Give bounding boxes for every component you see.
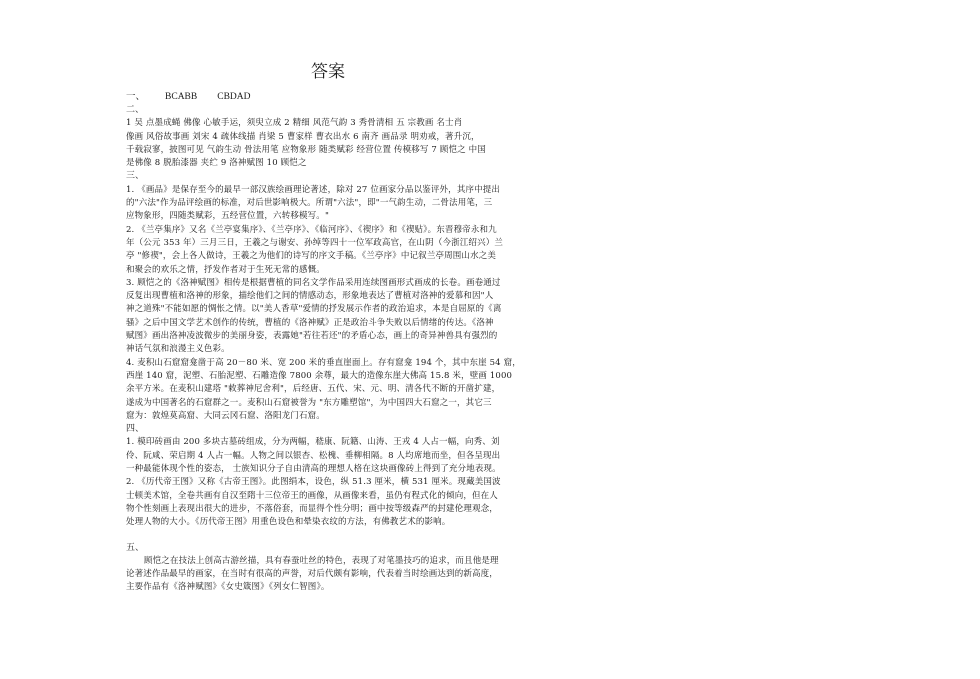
- part2-body: [126, 117, 530, 170]
- part3-line: 遂成为中国著名的石窟群之一。麦积山石窟被誉为 "东方雕塑馆"，为中国四大石窟之一，其它三: [126, 397, 492, 408]
- part3-line: 余平方米。在麦积山建塔 "敕葬神尼舍利"，后经唐、五代、宋、元、明、清各代不断的开凿扩建，: [126, 384, 501, 395]
- part3-line: 神话气氛和浪漫主义色彩。: [126, 344, 230, 355]
- part3-line: 神之道殊"不能如愿的惆怅之情。以"美人香草"爱情的抒发展示作者的政治追求，本是自屈原的《离: [126, 304, 502, 315]
- part3-body: [126, 184, 530, 423]
- part1-answers-b: CBDAD: [217, 92, 251, 102]
- part2-line: 千载寂寥，披图可见 气韵生动 骨法用笔 应物象形 随类赋彩 经营位置 传模移写 7 顾恺之 中国: [126, 144, 486, 155]
- part2-heading: 二、: [126, 105, 145, 115]
- part4-body: [126, 436, 530, 529]
- part3-line: 3. 顾恺之的《洛神赋图》相传是根据曹植的同名文学作品采用连续图画形式画成的长卷。画卷通过: [126, 277, 501, 288]
- part4-line: 士顿美术馆，全卷共画有自汉至隋十三位帝王的画像，从画像来看，虽仍有程式化的倾向，但在人: [126, 490, 498, 501]
- part4-line: 2. 《历代帝王图》又称《古帝王图》。此图绢本，设色，纵 51.3 厘米，横 531 厘米。现藏美国波: [126, 477, 501, 488]
- part3-line: 骚》之后中国文学艺术创作的传统，曹植的《洛神赋》正是政治斗争失败以后情绪的传达。《洛神: [126, 317, 494, 328]
- part3-heading: 三、: [126, 171, 145, 182]
- part5-heading: 五、: [126, 542, 145, 553]
- part1-answers-a: BCABB: [165, 92, 198, 102]
- part3-line: 应物象形，四随类赋彩，五经营位置，六转移模写。": [126, 211, 330, 222]
- part3-line: 赋图》画出洛神凌波微步的美丽身姿，表露她"若往若还"的矛盾心态，画上的奇异神兽具有强烈的: [126, 331, 498, 342]
- part4-line: 物个性刻画上表现出很大的进步，不落俗套，而显得个性分明；画中按等级森严的封建伦理观念，: [126, 503, 498, 514]
- part4-line: 伶、阮咸、荣启期 4 人占一幅。人物之间以银杏、松槐、垂柳相隔。8 人均席地而坐，但各呈现出: [126, 450, 501, 461]
- part5-line: 主要作品有《洛神赋图》《女史箴图》《列女仁智图》。: [126, 582, 330, 593]
- part3-line: 反复出现曹植和洛神的形象，描绘他们之间的情感动态，形象地表达了曹植对洛神的爱慕和因"人: [126, 291, 494, 302]
- part1-answers: [126, 90, 530, 104]
- part4-heading: 四、: [126, 424, 145, 435]
- page-title: 答案: [311, 62, 345, 82]
- part3-line: 4. 麦积山石窟窟龛凿于高 20－80 米、宽 200 米的垂直崖面上。存有窟龛 194 个，其中东崖 54 窟，: [126, 357, 521, 368]
- part1-heading: 一、: [126, 92, 146, 102]
- part5-body: [126, 555, 530, 595]
- part2-line: 像画 风俗故事画 刘宋 4 疏体线描 肖梁 5 曹家样 曹衣出水 6 南齐 画品录 明劝戒，著升沉，: [126, 131, 480, 142]
- section-spacer: [126, 530, 530, 542]
- part4-line: 1. 模印砖画由 200 多块古墓砖组成，分为两幅，嵇康、阮籍、山涛、王戎 4 人占一幅，向秀、刘: [126, 437, 500, 448]
- part3-line: 1. 《画品》是保存至今的最早一部汉族绘画理论著述，除对 27 位画家分品以鉴评外，其序中提出: [126, 184, 501, 195]
- part3-line: 的"六法"作为品评绘画的标准，对后世影响极大。所谓"六法"，即"一气韵生动，二骨法用笔，三: [126, 198, 493, 209]
- part3-line: 2. 《兰亭集序》又名《兰亭宴集序》、《兰亭序》、《临河序》、《禊序》和《禊贴》。东晋穆帝永和九: [126, 224, 497, 235]
- part2-line: 是佛像 8 脱胎漆器 夹纻 9 洛神赋图 10 顾恺之: [126, 158, 307, 169]
- part3-line: 亭 "修禊"，会上各人做诗，王羲之为他们的诗写的序文手稿。《兰亭序》中记叙兰亭周围山水之美: [126, 251, 497, 262]
- part4-line: 处理人物的大小。《历代帝王图》用重色设色和晕染衣纹的方法，有佛教艺术的影响。: [126, 517, 451, 528]
- part3-line: 和聚会的欢乐之情，抒发作者对于生死无常的感慨。: [126, 264, 325, 275]
- part3-line: 西崖 140 窟，泥塑、石胎泥塑、石雕造像 7800 余尊，最大的造像东崖大佛高 15.8 米，壁画 1000: [126, 370, 513, 381]
- part4-line: 一种最能体现个性的姿态， 士族知识分子自由清高的理想人格在这块画像砖上得到了充分地表现。: [126, 464, 501, 475]
- part5-line: 顾恺之在技法上创高古游丝描，具有春蚕吐丝的特色，表现了对笔墨技巧的追求，而且他是理: [144, 555, 499, 566]
- part3-line: 年（公元 353 年）三月三日，王羲之与谢安、孙绰等四十一位军政高官，在山阴（今浙江绍兴）兰: [126, 237, 504, 248]
- part5-line: 论著述作品最早的画家，在当时有很高的声誉，对后代颇有影响，代表着当时绘画达到的新高度，: [126, 569, 498, 580]
- answer-document: [126, 62, 530, 595]
- part2-line: 1 吴 点墨成蝇 佛像 心敏手运，须臾立成 2 精细 风范气韵 3 秀骨清相 五 宗教画 名士肖: [126, 118, 463, 129]
- part3-line: 窟为：敦煌莫高窟、大同云冈石窟、洛阳龙门石窟。: [126, 410, 325, 421]
